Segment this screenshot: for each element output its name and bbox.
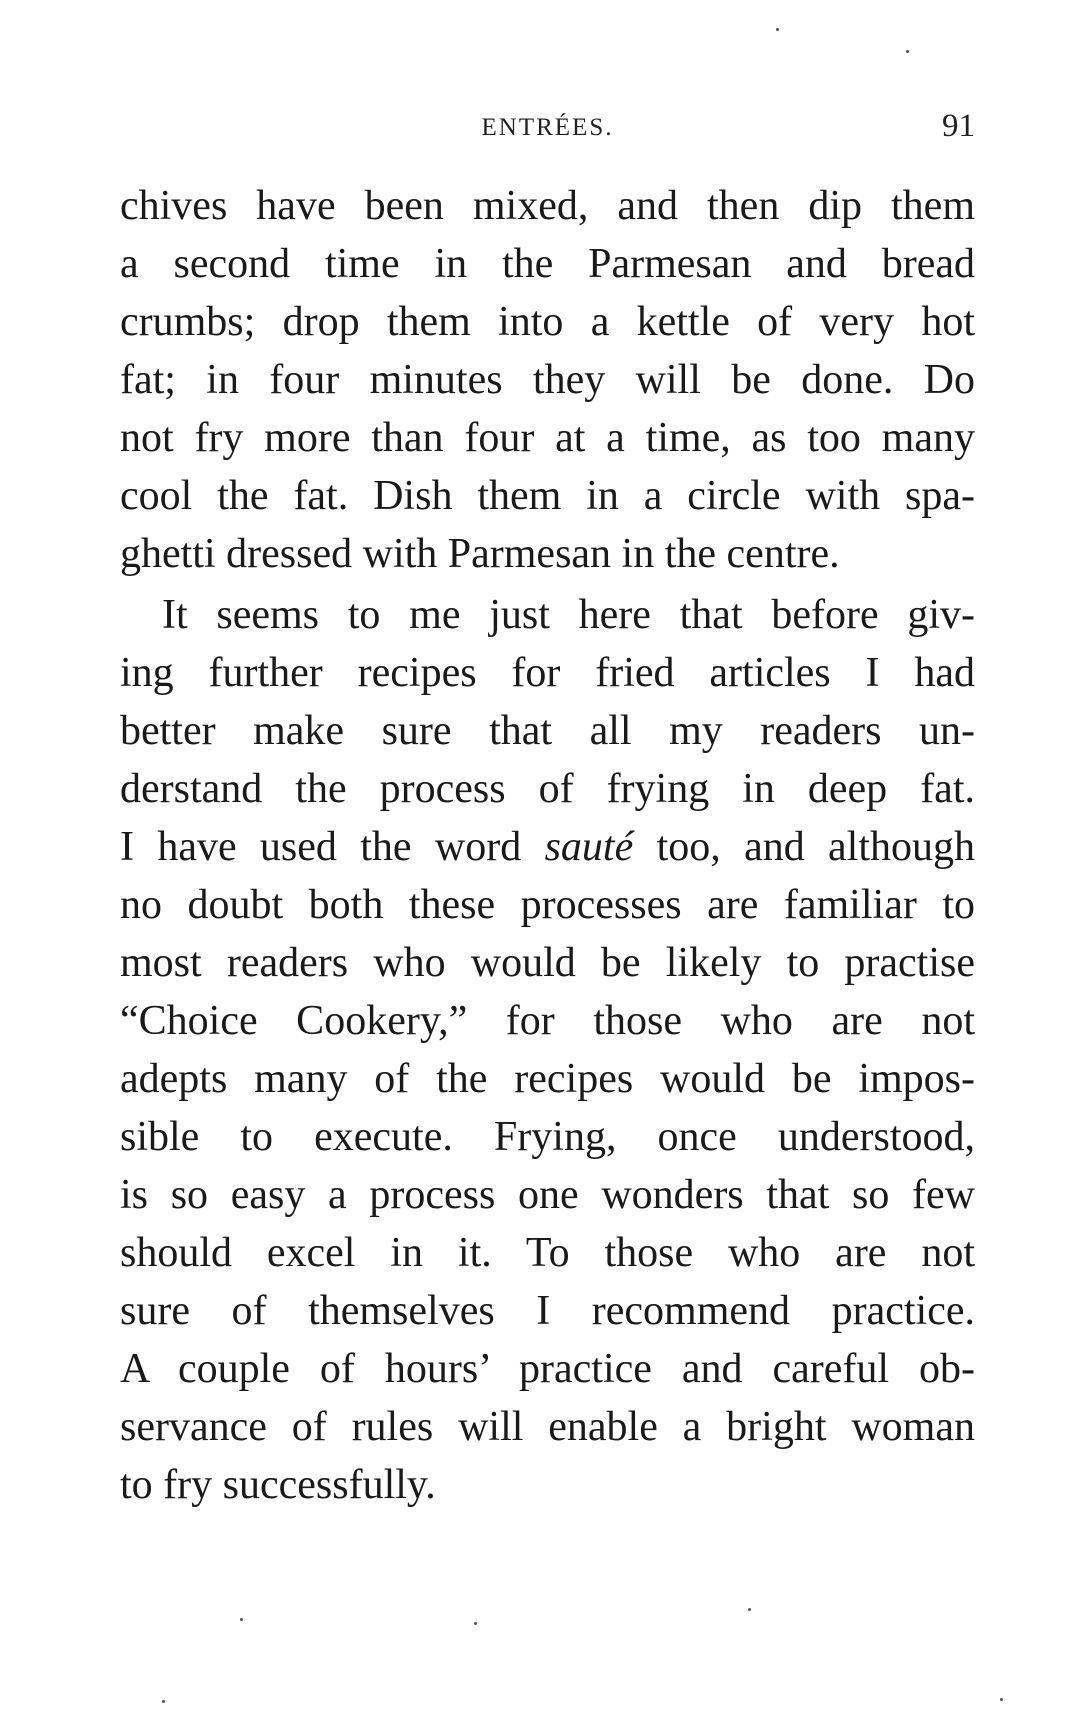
text-line: better make sure that all my readers un- (120, 708, 975, 754)
text-line: chives have been mixed, and then dip them (120, 183, 975, 229)
paragraph-2 (120, 586, 975, 1514)
scan-speck (162, 1700, 165, 1703)
running-head: ENTRÉES. (481, 114, 614, 141)
text-line: sure of themselves I recommend practice. (120, 1288, 975, 1334)
scan-speck (240, 1618, 243, 1621)
text-line: derstand the process of frying in deep fat. (120, 766, 975, 812)
text-line: sible to execute. Frying, once understood, (120, 1114, 975, 1160)
text-segment: too, and although (656, 824, 976, 870)
text-line: It seems to me just here that before giv- (162, 592, 975, 638)
text-line: “Choice Cookery,” for those who are not (120, 998, 975, 1044)
text-segment: I have used the word (120, 824, 522, 870)
text-line-with-italic (120, 818, 975, 876)
text-line: is so easy a process one wonders that so few (120, 1172, 975, 1218)
text-line: not fry more than four at a time, as too many (120, 415, 975, 461)
text-line: no doubt both these processes are familiar to (120, 882, 975, 928)
scan-speck (748, 1608, 751, 1611)
scan-speck (776, 28, 779, 31)
text-line: most readers who would be likely to practise (120, 940, 975, 986)
text-line: fat; in four minutes they will be done. Do (120, 357, 975, 403)
text-line: crumbs; drop them into a kettle of very hot (120, 299, 975, 345)
scan-speck (906, 50, 909, 53)
text-line: ghetti dressed with Parmesan in the centre. (120, 531, 840, 577)
text-line: adepts many of the recipes would be impos- (120, 1056, 975, 1102)
text-line: A couple of hours’ practice and careful ob- (120, 1346, 975, 1392)
text-line: a second time in the Parmesan and bread (120, 241, 975, 287)
italic-word: sauté (544, 824, 634, 870)
scan-speck (1000, 1698, 1003, 1701)
text-line: should excel in it. To those who are not (120, 1230, 975, 1276)
text-line: servance of rules will enable a bright woman (120, 1404, 975, 1450)
text-line: ing further recipes for fried articles I had (120, 650, 975, 696)
page-number: 91 (942, 108, 975, 144)
paragraph-1 (120, 177, 975, 583)
text-line: to fry successfully. (120, 1462, 436, 1508)
scan-speck (474, 1622, 477, 1625)
body-text (120, 177, 975, 1514)
page-header (120, 108, 975, 148)
text-line: cool the fat. Dish them in a circle with spa- (120, 473, 975, 519)
